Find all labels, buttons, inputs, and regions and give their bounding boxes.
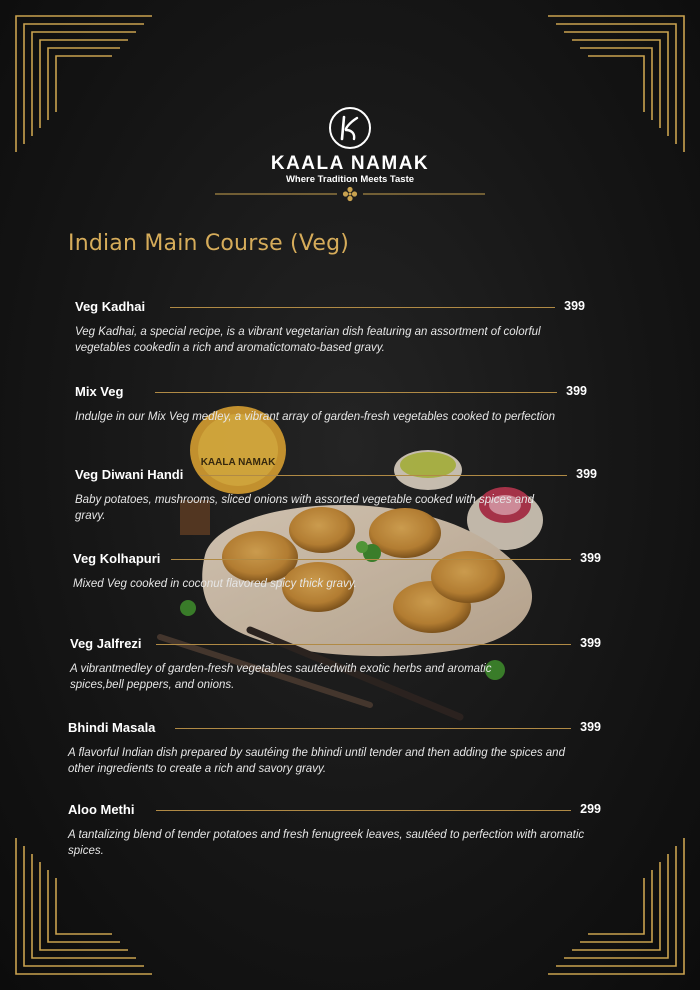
- item-description: A flavorful Indian dish prepared by sautéing the bhindi until tender and then adding the spices and other ingredients to create a rich and savory gravy.: [68, 747, 565, 775]
- brand-tagline: Where Tradition Meets Taste: [285, 174, 415, 185]
- corner-ornament-top-right: [546, 14, 686, 154]
- section-title: Indian Main Course (Veg): [68, 231, 350, 256]
- item-price: 399: [564, 299, 585, 313]
- leader-line: [175, 728, 571, 729]
- plate-brand-text: KAALA NAMAK: [200, 457, 276, 468]
- item-description: A tantalizing blend of tender potatoes and fresh fenugreek leaves, sautéed to perfection with aromatic spices.: [68, 829, 585, 857]
- item-description: Mixed Veg cooked in coconut flavored spicy thick gravy.: [73, 578, 357, 590]
- menu-item: [73, 551, 601, 592]
- item-price: 399: [576, 467, 597, 481]
- item-name: Mix Veg: [75, 384, 124, 399]
- item-description: Baby potatoes, mushrooms, sliced onions with assorted vegetable cooked with spices and gravy.: [75, 494, 534, 522]
- item-description: Veg Kadhai, a special recipe, is a vibrant vegetarian dish featuring an assortment of colorful vegetables cookedin a rich and aromatictomato-based gravy.: [75, 326, 541, 354]
- brand-name: KAALA NAMAK: [270, 153, 430, 174]
- leader-line: [170, 307, 555, 308]
- leader-line: [200, 475, 567, 476]
- leader-line: [155, 392, 557, 393]
- item-name: Aloo Methi: [68, 802, 135, 817]
- brand-logo: [200, 105, 500, 185]
- item-price: 399: [580, 551, 601, 565]
- menu-item: [68, 802, 601, 859]
- menu-item: [75, 299, 585, 356]
- item-name: Bhindi Masala: [68, 720, 156, 735]
- leader-line: [156, 644, 571, 645]
- leader-line: [156, 810, 571, 811]
- ornamental-divider: [215, 186, 485, 202]
- item-price: 299: [580, 802, 601, 816]
- item-description: Indulge in our Mix Veg medley, a vibrant array of garden-fresh vegetables cooked to perfection: [75, 411, 556, 423]
- item-name: Veg Kolhapuri: [73, 551, 161, 566]
- leader-line: [171, 559, 571, 560]
- menu-item: [68, 720, 601, 777]
- corner-ornament-top-left: [14, 14, 154, 154]
- menu-item: [75, 467, 597, 524]
- item-name: Veg Jalfrezi: [70, 636, 142, 651]
- item-name: Veg Kadhai: [75, 299, 146, 314]
- item-description: A vibrantmedley of garden-fresh vegetables sautéedwith exotic herbs and aromatic spices,bell peppers, and onions.: [70, 663, 492, 691]
- item-price: 399: [580, 636, 601, 650]
- item-name: Veg Diwani Handi: [75, 467, 184, 482]
- logo-k-icon: [327, 105, 373, 151]
- item-price: 399: [566, 384, 587, 398]
- menu-item: [70, 636, 601, 693]
- item-price: 399: [580, 720, 601, 734]
- menu-item: [75, 384, 587, 425]
